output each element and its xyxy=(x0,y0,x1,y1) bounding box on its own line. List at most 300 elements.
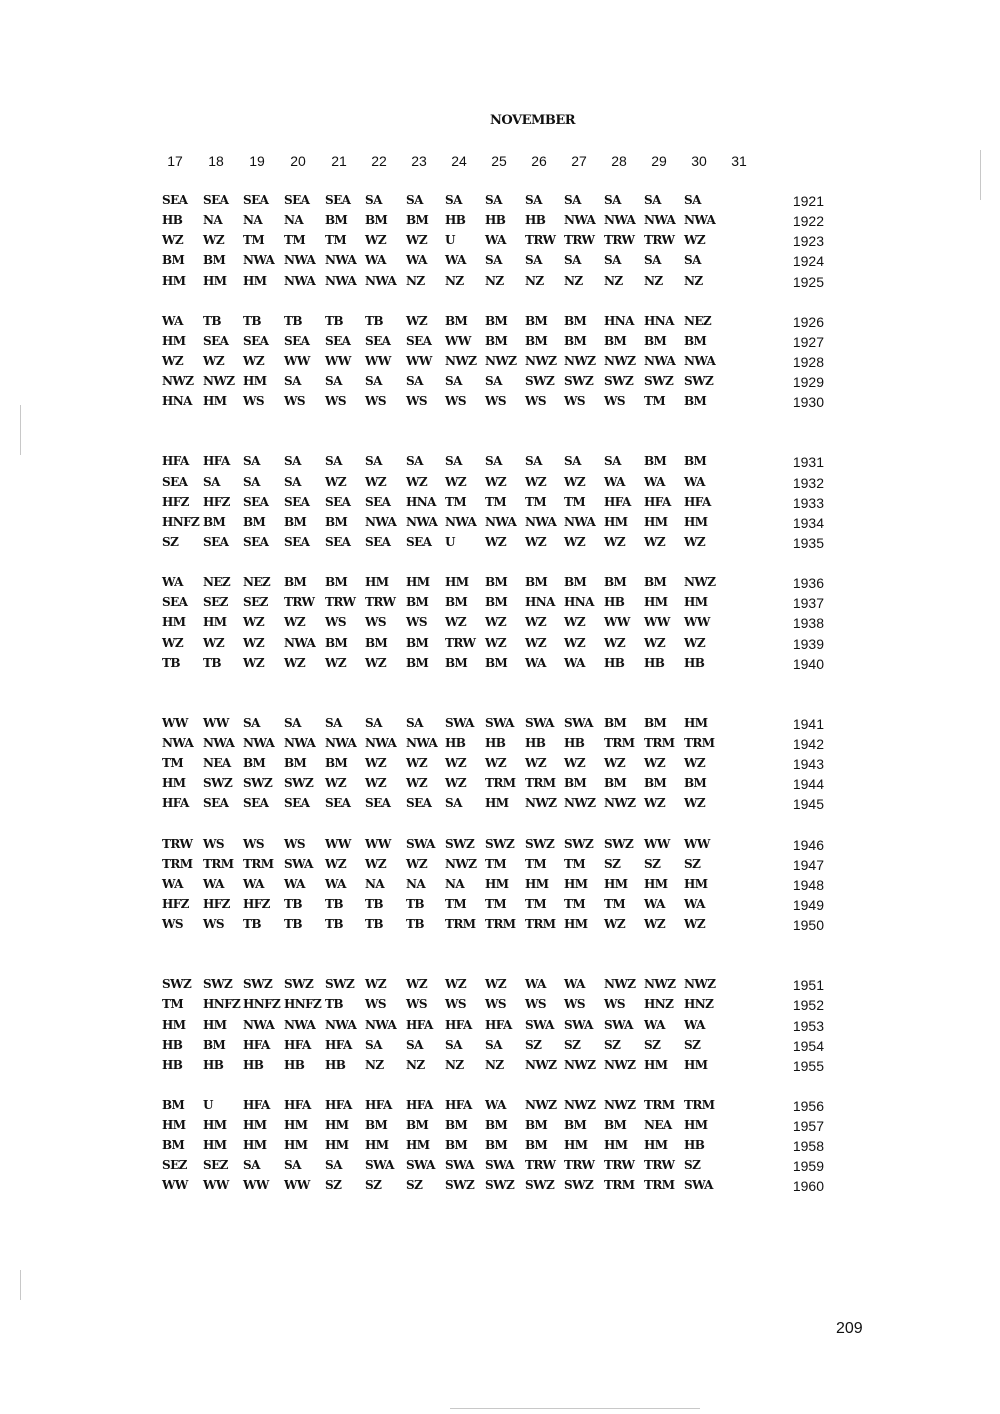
weather-code-cell: WZ xyxy=(284,615,306,630)
weather-code-cell: TM xyxy=(284,233,306,248)
weather-code-cell: SA xyxy=(365,454,382,469)
weather-code-cell: WW xyxy=(644,615,670,630)
weather-code-cell: BM xyxy=(525,333,548,348)
table-row xyxy=(0,615,1000,635)
weather-code-cell: WA xyxy=(564,655,585,670)
weather-code-cell: WA xyxy=(485,233,506,248)
weather-code-cell: SWA xyxy=(485,1158,514,1173)
weather-code-cell: TM xyxy=(525,856,547,871)
year-label: 1932 xyxy=(792,474,824,491)
year-label: 1934 xyxy=(792,514,824,531)
weather-code-cell: TB xyxy=(162,655,180,670)
weather-code-cell: SA xyxy=(485,253,502,268)
weather-code-cell: WZ xyxy=(325,856,347,871)
weather-code-cell: HB xyxy=(485,213,506,228)
year-label: 1957 xyxy=(792,1118,824,1134)
weather-code-cell: HFA xyxy=(445,1017,472,1032)
weather-code-cell: WW xyxy=(684,836,710,851)
weather-code-cell: TB xyxy=(365,896,383,911)
weather-code-cell: WW xyxy=(203,715,229,730)
weather-code-cell: WS xyxy=(485,394,506,409)
weather-code-cell: WZ xyxy=(325,474,347,489)
weather-code-cell: BM xyxy=(325,575,348,590)
weather-code-cell: WZ xyxy=(604,635,626,650)
weather-code-cell: HM xyxy=(284,1118,308,1132)
weather-code-cell: SA xyxy=(525,193,542,207)
weather-code-cell: WS xyxy=(525,394,546,409)
weather-code-cell: HM xyxy=(604,514,628,529)
weather-code-cell: WZ xyxy=(684,635,706,650)
weather-code-cell: WZ xyxy=(525,615,547,630)
weather-code-cell: WA xyxy=(243,876,264,891)
weather-code-cell: NZ xyxy=(485,273,504,288)
weather-code-cell: WZ xyxy=(365,977,387,992)
weather-code-cell: TRM xyxy=(243,856,274,871)
weather-code-cell: WS xyxy=(604,394,625,409)
weather-code-cell: SEA xyxy=(284,494,310,509)
weather-code-cell: NWA xyxy=(325,736,357,750)
weather-code-cell: HFA xyxy=(162,454,189,469)
weather-code-cell: HM xyxy=(365,1138,389,1153)
day-header: 29 xyxy=(651,153,667,169)
weather-code-cell: HFZ xyxy=(162,896,189,911)
weather-code-cell: SEA xyxy=(203,333,229,348)
day-header: 31 xyxy=(731,153,747,169)
weather-code-cell: TB xyxy=(203,313,221,328)
weather-code-cell: TB xyxy=(365,313,383,328)
weather-code-cell: WS xyxy=(406,394,427,409)
weather-code-cell: NWA xyxy=(284,273,316,288)
weather-code-cell: WZ xyxy=(604,917,626,931)
day-header: 22 xyxy=(371,153,387,169)
weather-code-cell: HNA xyxy=(162,394,192,409)
weather-code-cell: TRM xyxy=(684,1097,715,1112)
weather-code-cell: HM xyxy=(684,876,708,891)
year-label: 1949 xyxy=(792,896,824,913)
year-label: 1931 xyxy=(792,454,824,471)
table-row xyxy=(0,193,1000,213)
weather-code-cell: SWZ xyxy=(243,776,273,791)
table-row xyxy=(0,495,1000,515)
weather-code-cell: BM xyxy=(203,514,226,529)
weather-code-cell: HNA xyxy=(644,313,674,328)
weather-code-cell: NWA xyxy=(284,1017,316,1032)
weather-code-cell: SA xyxy=(243,454,260,469)
weather-code-cell: WZ xyxy=(485,535,507,549)
weather-code-cell: NWZ xyxy=(485,353,517,368)
weather-code-cell: SWZ xyxy=(684,374,714,389)
weather-code-cell: NWA xyxy=(485,514,517,529)
table-row xyxy=(0,716,1000,736)
table-row xyxy=(0,233,1000,253)
weather-code-cell: HM xyxy=(243,374,267,389)
weather-code-cell: NWZ xyxy=(525,353,557,368)
weather-code-cell: NWZ xyxy=(525,796,557,811)
weather-code-cell: HFZ xyxy=(243,896,270,911)
weather-code-cell: NZ xyxy=(564,273,583,288)
weather-code-cell: HNA xyxy=(406,494,436,509)
weather-code-cell: HM xyxy=(203,394,227,409)
table-row xyxy=(0,454,1000,474)
weather-code-cell: NWA xyxy=(243,253,275,268)
weather-code-cell: NWZ xyxy=(162,374,194,389)
weather-code-cell: BM xyxy=(445,313,468,328)
table-row xyxy=(0,1118,1000,1138)
weather-code-cell: SA xyxy=(485,454,502,469)
weather-code-cell: HFZ xyxy=(203,896,230,911)
weather-code-cell: BM xyxy=(406,635,429,650)
weather-code-cell: WZ xyxy=(406,313,428,328)
weather-code-cell: SEA xyxy=(325,494,351,509)
weather-code-cell: NWA xyxy=(284,253,316,268)
weather-code-cell: BM xyxy=(644,333,667,348)
weather-code-cell: NZ xyxy=(604,273,623,288)
weather-code-cell: BM xyxy=(406,655,429,670)
weather-code-cell: HM xyxy=(485,876,509,891)
table-row xyxy=(0,897,1000,917)
table-row xyxy=(0,756,1000,776)
weather-code-cell: SWZ xyxy=(203,776,233,791)
weather-code-cell: HM xyxy=(365,575,389,590)
weather-code-cell: HM xyxy=(162,1118,186,1132)
weather-code-cell: NZ xyxy=(644,273,663,288)
table-row xyxy=(0,636,1000,656)
weather-code-cell: NWA xyxy=(564,514,596,529)
weather-code-cell: HFA xyxy=(365,1097,392,1112)
scan-edge-mark xyxy=(450,1408,700,1409)
day-header: 28 xyxy=(611,153,627,169)
weather-code-cell: HB xyxy=(604,595,625,610)
weather-code-cell: WA xyxy=(684,474,705,489)
weather-code-cell: HB xyxy=(604,655,625,670)
year-label: 1921 xyxy=(792,193,824,209)
weather-code-cell: WA xyxy=(525,655,546,670)
weather-code-cell: WZ xyxy=(684,233,706,248)
weather-code-cell: NWZ xyxy=(604,1057,636,1072)
weather-code-cell: TB xyxy=(203,655,221,670)
weather-code-cell: SEA xyxy=(243,193,269,207)
weather-code-cell: SA xyxy=(406,374,423,389)
weather-code-cell: SA xyxy=(485,374,502,389)
weather-code-cell: SEA xyxy=(243,796,269,811)
weather-code-cell: WS xyxy=(203,836,224,851)
table-row xyxy=(0,354,1000,374)
weather-code-cell: HM xyxy=(644,514,668,529)
year-label: 1936 xyxy=(792,575,824,592)
weather-code-cell: BM xyxy=(604,333,627,348)
weather-code-cell: SZ xyxy=(604,1037,621,1052)
weather-code-cell: WS xyxy=(564,394,585,409)
weather-code-cell: TB xyxy=(243,313,261,328)
table-row xyxy=(0,656,1000,676)
weather-code-cell: WA xyxy=(162,313,183,328)
day-header: 30 xyxy=(691,153,707,169)
weather-code-cell: WZ xyxy=(485,474,507,489)
weather-code-cell: HM xyxy=(644,1057,668,1072)
table-row xyxy=(0,917,1000,937)
weather-code-cell: HB xyxy=(564,736,585,750)
table-row xyxy=(0,1038,1000,1058)
weather-code-cell: BM xyxy=(684,454,707,469)
weather-code-cell: SA xyxy=(365,1037,382,1052)
weather-code-cell: NWZ xyxy=(445,353,477,368)
weather-code-cell: NWA xyxy=(604,213,636,228)
weather-code-cell: SA xyxy=(564,454,581,469)
weather-code-cell: WA xyxy=(325,876,346,891)
weather-code-cell: SWA xyxy=(284,856,313,871)
weather-code-cell: HB xyxy=(644,655,665,670)
year-label: 1933 xyxy=(792,494,824,511)
weather-code-cell: TM xyxy=(644,394,666,409)
weather-code-cell: BM xyxy=(684,394,707,409)
weather-code-cell: SZ xyxy=(684,1158,701,1173)
weather-code-cell: SWZ xyxy=(445,1178,475,1193)
weather-code-cell: SA xyxy=(203,474,220,489)
weather-code-cell: NEZ xyxy=(684,313,712,328)
weather-code-cell: SZ xyxy=(644,856,661,871)
weather-code-cell: HFA xyxy=(604,494,631,509)
day-header: 25 xyxy=(491,153,507,169)
weather-code-cell: TB xyxy=(325,917,343,931)
weather-code-cell: SEA xyxy=(325,193,351,207)
weather-code-cell: TRM xyxy=(644,1178,675,1193)
weather-code-cell: HFA xyxy=(284,1097,311,1112)
weather-code-cell: BM xyxy=(406,213,429,228)
weather-code-cell: SA xyxy=(445,374,462,389)
weather-code-cell: TRM xyxy=(604,1178,635,1193)
weather-code-cell: HB xyxy=(684,655,705,670)
weather-code-cell: WS xyxy=(325,394,346,409)
weather-code-cell: BM xyxy=(284,756,307,771)
weather-code-cell: WZ xyxy=(485,756,507,771)
weather-code-cell: WZ xyxy=(604,756,626,771)
weather-code-cell: SWZ xyxy=(525,1178,555,1193)
weather-code-cell: SWA xyxy=(684,1178,713,1193)
weather-code-cell: HM xyxy=(203,273,227,288)
weather-code-cell: NWA xyxy=(644,353,676,368)
weather-code-cell: WZ xyxy=(525,756,547,771)
weather-code-cell: TRM xyxy=(604,736,635,750)
weather-code-cell: NWZ xyxy=(684,977,716,992)
weather-code-cell: NWA xyxy=(684,213,716,228)
weather-code-cell: WZ xyxy=(604,535,626,549)
weather-code-cell: HM xyxy=(564,1138,588,1153)
weather-code-cell: HM xyxy=(564,876,588,891)
weather-code-cell: SA xyxy=(325,374,342,389)
weather-code-cell: SZ xyxy=(525,1037,542,1052)
weather-code-cell: NA xyxy=(406,876,426,891)
weather-code-cell: HNFZ xyxy=(243,997,281,1012)
weather-code-cell: TRW xyxy=(365,595,396,610)
weather-code-cell: WZ xyxy=(162,233,184,248)
weather-code-cell: SZ xyxy=(162,535,179,549)
weather-code-cell: HM xyxy=(684,595,708,610)
year-label: 1948 xyxy=(792,876,824,893)
weather-code-cell: NWZ xyxy=(564,353,596,368)
weather-code-cell: HFA xyxy=(325,1097,352,1112)
weather-code-cell: NWA xyxy=(325,253,357,268)
weather-code-cell: SA xyxy=(445,454,462,469)
table-row xyxy=(0,776,1000,796)
weather-code-cell: TRW xyxy=(445,635,476,650)
table-row xyxy=(0,1158,1000,1178)
weather-code-cell: WZ xyxy=(325,776,347,791)
weather-code-cell: BM xyxy=(525,575,548,590)
weather-code-cell: SA xyxy=(325,715,342,730)
weather-code-cell: HFA xyxy=(162,796,189,811)
weather-code-cell: TRW xyxy=(564,233,595,248)
weather-code-cell: WZ xyxy=(365,655,387,670)
weather-code-cell: TRM xyxy=(445,917,476,931)
weather-code-cell: HM xyxy=(604,1138,628,1153)
weather-code-cell: WS xyxy=(365,615,386,630)
weather-code-cell: SWZ xyxy=(485,836,515,851)
weather-code-cell: TM xyxy=(564,494,586,509)
weather-code-cell: WZ xyxy=(644,756,666,771)
weather-code-cell: HM xyxy=(644,595,668,610)
year-label: 1941 xyxy=(792,715,824,732)
weather-code-cell: SA xyxy=(325,454,342,469)
weather-code-cell: HB xyxy=(284,1057,305,1072)
weather-code-cell: SA xyxy=(284,474,301,489)
day-header: 21 xyxy=(331,153,347,169)
weather-code-cell: NWZ xyxy=(564,796,596,811)
weather-code-cell: NWZ xyxy=(684,575,716,590)
weather-code-cell: TM xyxy=(162,756,184,771)
weather-code-cell: NWA xyxy=(564,213,596,228)
weather-code-cell: SEA xyxy=(406,796,432,811)
weather-code-cell: SEA xyxy=(203,535,229,549)
weather-code-cell: NWZ xyxy=(604,796,636,811)
weather-code-cell: WZ xyxy=(243,635,265,650)
table-row xyxy=(0,374,1000,394)
weather-code-cell: NA xyxy=(365,876,385,891)
weather-code-cell: WS xyxy=(406,997,427,1012)
weather-code-cell: WS xyxy=(243,836,264,851)
weather-code-cell: TM xyxy=(485,856,507,871)
weather-code-cell: SZ xyxy=(406,1178,423,1193)
weather-code-cell: BM xyxy=(162,1138,185,1153)
year-label: 1944 xyxy=(792,776,824,793)
weather-code-cell: SWZ xyxy=(525,374,555,389)
weather-code-cell: SEZ xyxy=(162,1158,187,1173)
weather-code-cell: WZ xyxy=(406,756,428,771)
weather-code-cell: NWA xyxy=(203,736,235,750)
weather-code-cell: WZ xyxy=(485,615,507,630)
weather-code-cell: BM xyxy=(525,313,548,328)
weather-code-cell: WZ xyxy=(243,353,265,368)
year-label: 1943 xyxy=(792,756,824,773)
weather-code-cell: TM xyxy=(525,896,547,911)
weather-code-cell: NZ xyxy=(406,1057,425,1072)
weather-code-cell: WS xyxy=(525,997,546,1012)
weather-code-cell: WZ xyxy=(365,776,387,791)
weather-code-cell: WZ xyxy=(485,977,507,992)
weather-code-cell: BM xyxy=(485,1138,508,1153)
weather-code-cell: HM xyxy=(162,776,186,791)
scan-edge-mark xyxy=(20,1270,21,1300)
weather-code-cell: WZ xyxy=(564,615,586,630)
weather-code-cell: SA xyxy=(365,374,382,389)
weather-code-cell: BM xyxy=(243,514,266,529)
table-row xyxy=(0,736,1000,756)
weather-code-cell: TRW xyxy=(564,1158,595,1173)
weather-code-cell: WZ xyxy=(365,756,387,771)
weather-code-cell: NWA xyxy=(684,353,716,368)
weather-code-cell: WZ xyxy=(564,756,586,771)
weather-code-cell: BM xyxy=(644,776,667,791)
weather-code-cell: BM xyxy=(604,776,627,791)
day-header: 19 xyxy=(249,153,265,169)
weather-code-cell: SA xyxy=(365,193,382,207)
weather-code-cell: BM xyxy=(325,635,348,650)
weather-code-cell: TM xyxy=(604,896,626,911)
weather-code-cell: NWA xyxy=(406,736,438,750)
weather-code-cell: WS xyxy=(445,394,466,409)
day-header: 27 xyxy=(571,153,587,169)
weather-code-cell: SZ xyxy=(365,1178,382,1193)
weather-code-cell: BM xyxy=(564,333,587,348)
weather-code-cell: WA xyxy=(406,253,427,268)
weather-code-cell: NWA xyxy=(325,1017,357,1032)
weather-code-cell: BM xyxy=(564,313,587,328)
table-row xyxy=(0,575,1000,595)
weather-code-cell: HB xyxy=(525,213,546,228)
weather-code-cell: SEA xyxy=(406,535,432,549)
weather-code-cell: TRW xyxy=(644,1158,675,1173)
weather-code-cell: SWZ xyxy=(564,374,594,389)
weather-code-cell: WZ xyxy=(325,655,347,670)
weather-code-cell: HFA xyxy=(284,1037,311,1052)
weather-code-cell: TB xyxy=(325,896,343,911)
weather-code-cell: SA xyxy=(284,715,301,730)
weather-code-cell: HM xyxy=(162,615,186,630)
year-label: 1950 xyxy=(792,917,824,933)
weather-code-cell: WS xyxy=(162,917,183,931)
weather-code-cell: WS xyxy=(445,997,466,1012)
weather-code-cell: U xyxy=(445,233,455,248)
weather-code-cell: TB xyxy=(325,313,343,328)
weather-code-cell: BM xyxy=(445,655,468,670)
weather-code-cell: HM xyxy=(445,575,469,590)
year-label: 1947 xyxy=(792,856,824,873)
weather-code-cell: WS xyxy=(365,997,386,1012)
weather-code-cell: TB xyxy=(284,313,302,328)
weather-code-cell: TM xyxy=(564,856,586,871)
weather-code-cell: NWA xyxy=(243,736,275,750)
weather-code-cell: SEA xyxy=(365,494,391,509)
weather-code-cell: HFA xyxy=(406,1017,433,1032)
weather-code-cell: WW xyxy=(284,353,310,368)
weather-code-cell: NA xyxy=(243,213,263,228)
weather-code-cell: SWA xyxy=(445,715,474,730)
weather-code-cell: TM xyxy=(243,233,265,248)
table-row xyxy=(0,213,1000,233)
weather-code-cell: BM xyxy=(445,1138,468,1153)
weather-code-cell: NWA xyxy=(365,736,397,750)
weather-code-cell: WW xyxy=(604,615,630,630)
weather-code-cell: SWA xyxy=(485,715,514,730)
weather-code-cell: HM xyxy=(684,1118,708,1132)
weather-code-cell: SWZ xyxy=(243,977,273,992)
weather-code-cell: TM xyxy=(525,494,547,509)
year-label: 1955 xyxy=(792,1057,824,1074)
weather-code-cell: BM xyxy=(406,1118,429,1132)
weather-code-cell: TRW xyxy=(644,233,675,248)
weather-code-cell: SA xyxy=(243,715,260,730)
weather-code-cell: BM xyxy=(604,1118,627,1132)
weather-code-cell: BM xyxy=(365,213,388,228)
